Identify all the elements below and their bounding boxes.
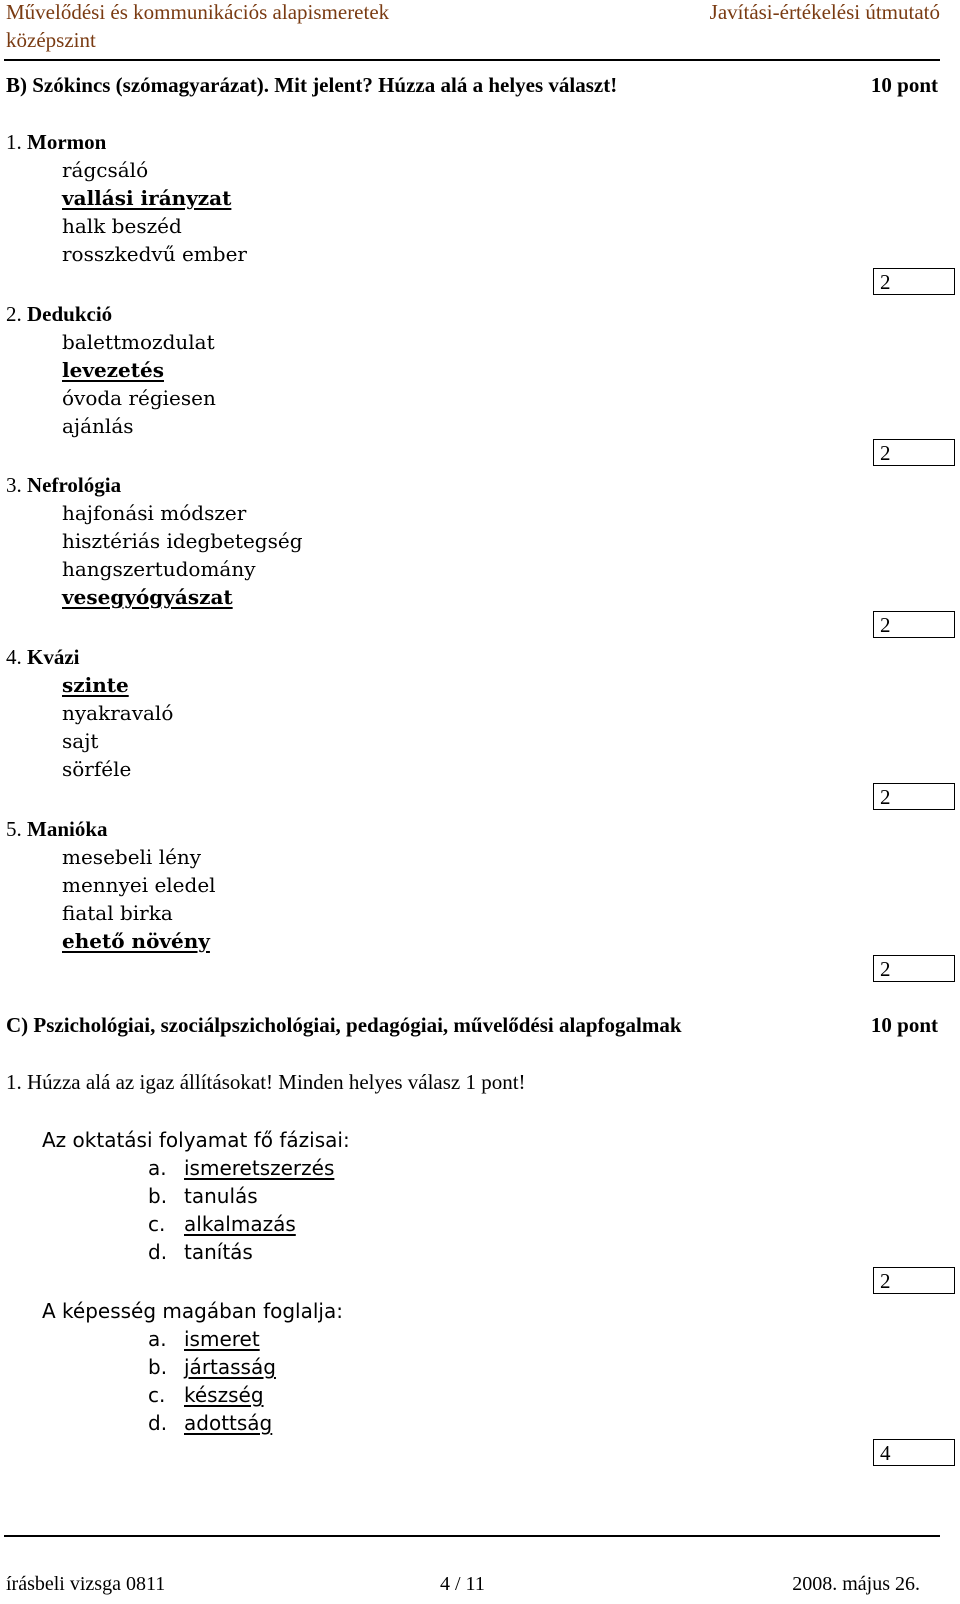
question-number: 1.: [6, 130, 22, 154]
question-heading: [6, 645, 80, 669]
question-word: Dedukció: [21, 302, 113, 326]
correct-statement: adottság: [184, 1411, 273, 1435]
footer-date: 2008. május 26.: [792, 1573, 920, 1595]
correct-statement: alkalmazás: [184, 1212, 296, 1236]
answer-option: rosszkedvű ember: [62, 242, 247, 266]
statement: tanulás: [184, 1184, 258, 1208]
correct-statement: ismeret: [184, 1327, 260, 1351]
statement: tanítás: [184, 1240, 253, 1264]
answer-option: mennyei eledel: [62, 873, 216, 897]
score-box: 2: [873, 1267, 955, 1294]
item-letter: a.: [148, 1156, 167, 1180]
item-letter: c.: [148, 1212, 166, 1236]
item-letter: d.: [148, 1240, 168, 1264]
question-word: Nefrológia: [21, 473, 122, 497]
answer-option: hangszertudomány: [62, 557, 256, 581]
score-box: 2: [873, 439, 955, 466]
question-word: Kvázi: [21, 645, 80, 669]
score-box: 2: [873, 783, 955, 810]
question-word: Mormon: [21, 130, 107, 154]
item-letter: b.: [148, 1184, 168, 1208]
answer-option: hisztériás idegbetegség: [62, 529, 303, 553]
answer-option: mesebeli lény: [62, 845, 202, 869]
footer-page-number: 4 / 11: [440, 1573, 485, 1595]
answer-option: óvoda régiesen: [62, 386, 216, 410]
footer-rule: [4, 1535, 940, 1537]
item-letter: d.: [148, 1411, 168, 1435]
answer-option: hajfonási módszer: [62, 501, 247, 525]
answer-option: fiatal birka: [62, 901, 173, 925]
section-b-title: B) Szókincs (szómagyarázat). Mit jelent? Húzza alá a helyes választ!: [6, 73, 618, 97]
item-letter: c.: [148, 1383, 166, 1407]
correct-option: vesegyógyászat: [62, 585, 233, 609]
score-box: 2: [873, 268, 955, 295]
header-guide-title: Javítási-értékelési útmutató: [709, 0, 940, 24]
group-stem: Az oktatási folyamat fő fázisai:: [42, 1128, 350, 1152]
correct-option: levezetés: [62, 358, 164, 382]
correct-statement: készség: [184, 1383, 264, 1407]
answer-option: halk beszéd: [62, 214, 182, 238]
answer-option: sajt: [62, 729, 99, 753]
question-word: Manióka: [21, 817, 108, 841]
section-c-points: 10 pont: [870, 1013, 938, 1037]
section-c-instruction: 1. Húzza alá az igaz állításokat! Minden helyes válasz 1 pont!: [6, 1070, 526, 1094]
footer-exam-code: írásbeli vizsga 0811: [6, 1573, 166, 1595]
question-heading: [6, 130, 106, 154]
answer-option: sörféle: [62, 757, 132, 781]
score-box: 2: [873, 955, 955, 982]
score-box: 4: [873, 1439, 955, 1466]
header-rule: [4, 59, 940, 61]
section-c-title: C) Pszichológiai, szociálpszichológiai, pedagógiai, művelődési alapfogalmak: [6, 1013, 682, 1037]
header-level: középszint: [6, 28, 96, 52]
correct-statement: ismeretszerzés: [184, 1156, 335, 1180]
question-heading: [6, 817, 108, 841]
correct-option: szinte: [62, 673, 129, 697]
answer-option: rágcsáló: [62, 158, 149, 182]
question-heading: [6, 302, 112, 326]
question-number: 4.: [6, 645, 22, 669]
answer-option: nyakravaló: [62, 701, 174, 725]
item-letter: a.: [148, 1327, 167, 1351]
question-heading: [6, 473, 121, 497]
group-stem: A képesség magában foglalja:: [42, 1299, 343, 1323]
correct-statement: jártasság: [184, 1355, 276, 1379]
score-box: 2: [873, 611, 955, 638]
question-number: 2.: [6, 302, 22, 326]
answer-option: ajánlás: [62, 414, 134, 438]
question-number: 3.: [6, 473, 22, 497]
question-number: 5.: [6, 817, 22, 841]
section-b-points: 10 pont: [870, 73, 938, 97]
answer-option: balettmozdulat: [62, 330, 215, 354]
correct-option: vallási irányzat: [62, 186, 232, 210]
header-subject: Művelődési és kommunikációs alapismeretek: [6, 0, 390, 24]
correct-option: ehető növény: [62, 929, 210, 953]
item-letter: b.: [148, 1355, 168, 1379]
